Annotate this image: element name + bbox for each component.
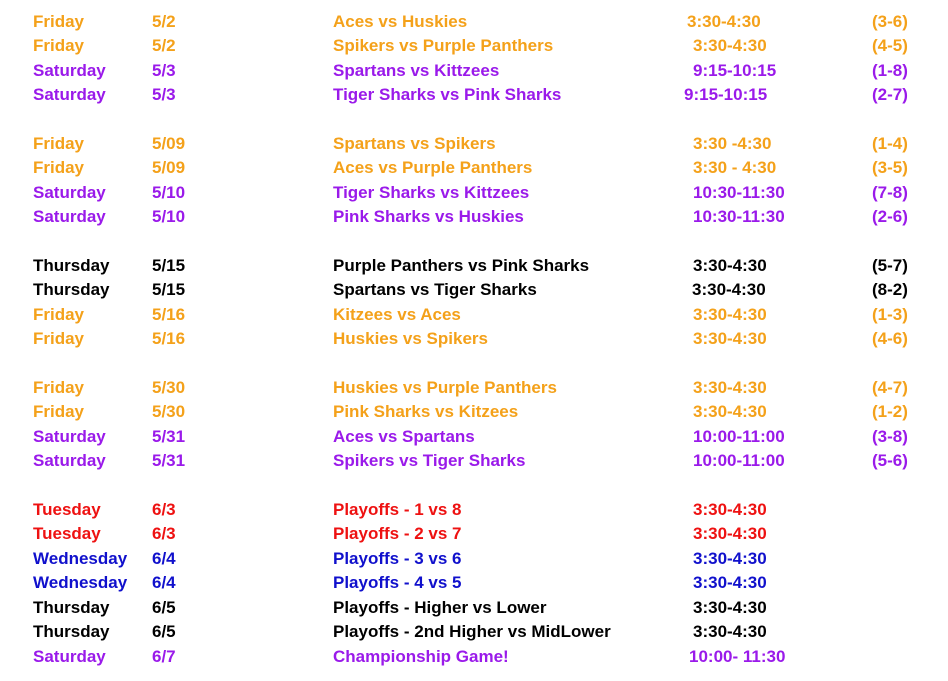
game-matchup: Spartans vs Tiger Sharks	[333, 280, 537, 299]
game-date: 5/3	[152, 85, 176, 104]
game-time: 3:30-4:30	[693, 622, 767, 641]
game-seeds: (3-6)	[872, 12, 908, 31]
game-day: Friday	[33, 134, 85, 153]
schedule-row	[0, 449, 948, 473]
schedule-row	[0, 327, 948, 351]
game-date: 5/31	[152, 427, 186, 446]
game-seeds: (3-8)	[872, 427, 908, 446]
game-date: 6/3	[152, 524, 176, 543]
game-day: Friday	[33, 36, 85, 55]
game-day: Thursday	[33, 256, 110, 275]
game-time: 3:30-4:30	[693, 524, 767, 543]
game-date: 5/10	[152, 183, 186, 202]
game-date: 5/30	[152, 378, 186, 397]
game-time: 10:30-11:30	[693, 183, 785, 202]
game-day: Friday	[33, 378, 85, 397]
schedule-row	[0, 425, 948, 449]
game-seeds: (3-5)	[872, 158, 908, 177]
game-date: 6/5	[152, 622, 176, 641]
game-date: 5/31	[152, 451, 186, 470]
game-matchup: Playoffs - 2nd Higher vs MidLower	[333, 622, 611, 641]
schedule-row	[0, 596, 948, 620]
game-time: 3:30 - 4:30	[693, 158, 777, 177]
game-date: 5/15	[152, 256, 186, 275]
game-matchup: Championship Game!	[333, 647, 509, 666]
game-matchup: Pink Sharks vs Huskies	[333, 207, 524, 226]
schedule-row	[0, 34, 948, 58]
schedule-row	[0, 181, 948, 205]
game-matchup: Huskies vs Spikers	[333, 329, 488, 348]
game-matchup: Playoffs - 4 vs 5	[333, 573, 462, 592]
game-seeds: (1-2)	[872, 402, 908, 421]
game-day: Saturday	[33, 207, 106, 226]
game-time: 10:00- 11:30	[689, 647, 786, 666]
game-time: 3:30 -4:30	[693, 134, 772, 153]
game-day: Friday	[33, 305, 85, 324]
game-matchup: Playoffs - 3 vs 6	[333, 549, 462, 568]
game-matchup: Huskies vs Purple Panthers	[333, 378, 557, 397]
game-seeds: (2-6)	[872, 207, 908, 226]
game-time: 3:30-4:30	[693, 329, 767, 348]
game-time: 3:30-4:30	[693, 256, 767, 275]
game-matchup: Tiger Sharks vs Pink Sharks	[333, 85, 562, 104]
schedule-row	[0, 547, 948, 571]
game-date: 5/3	[152, 61, 176, 80]
game-time: 3:30-4:30	[693, 549, 767, 568]
game-date: 6/4	[152, 573, 176, 592]
game-seeds: (1-4)	[872, 134, 908, 153]
schedule-row	[0, 498, 948, 522]
game-day: Friday	[33, 12, 85, 31]
game-seeds: (5-7)	[872, 256, 908, 275]
game-matchup: Kitzees vs Aces	[333, 305, 461, 324]
schedule-row	[0, 620, 948, 644]
game-date: 5/2	[152, 12, 176, 31]
game-seeds: (1-8)	[872, 61, 908, 80]
game-date: 5/09	[152, 158, 186, 177]
game-matchup: Playoffs - 2 vs 7	[333, 524, 462, 543]
game-time: 3:30-4:30	[693, 36, 767, 55]
schedule-row	[0, 156, 948, 180]
schedule-row	[0, 376, 948, 400]
game-day: Saturday	[33, 85, 106, 104]
game-time: 3:30-4:30	[693, 402, 767, 421]
game-matchup: Playoffs - 1 vs 8	[333, 500, 462, 519]
game-date: 5/30	[152, 402, 186, 421]
game-date: 5/16	[152, 305, 186, 324]
game-matchup: Aces vs Purple Panthers	[333, 158, 533, 177]
game-matchup: Spartans vs Spikers	[333, 134, 496, 153]
game-matchup: Purple Panthers vs Pink Sharks	[333, 256, 590, 275]
schedule-row	[0, 571, 948, 595]
schedule-row	[0, 10, 948, 34]
game-seeds: (8-2)	[872, 280, 908, 299]
schedule-row	[0, 205, 948, 229]
game-seeds: (1-3)	[872, 305, 908, 324]
game-time: 10:00-11:00	[693, 451, 785, 470]
game-seeds: (5-6)	[872, 451, 908, 470]
game-matchup: Playoffs - Higher vs Lower	[333, 598, 547, 617]
schedule-row	[0, 59, 948, 83]
schedule-row	[0, 303, 948, 327]
game-time: 10:30-11:30	[693, 207, 785, 226]
game-date: 5/09	[152, 134, 186, 153]
game-date: 6/7	[152, 647, 176, 666]
game-seeds: (7-8)	[872, 183, 908, 202]
game-time: 3:30-4:30	[693, 305, 767, 324]
game-day: Wednesday	[33, 549, 128, 568]
game-matchup: Spartans vs Kittzees	[333, 61, 500, 80]
schedule-row	[0, 254, 948, 278]
game-day: Friday	[33, 158, 85, 177]
game-time: 3:30-4:30	[687, 12, 761, 31]
game-matchup: Tiger Sharks vs Kittzees	[333, 183, 530, 202]
game-date: 5/15	[152, 280, 186, 299]
schedule-row	[0, 522, 948, 546]
game-time: 9:15-10:15	[684, 85, 768, 104]
game-matchup: Spikers vs Purple Panthers	[333, 36, 554, 55]
game-date: 5/16	[152, 329, 186, 348]
game-day: Thursday	[33, 598, 110, 617]
game-day: Saturday	[33, 427, 106, 446]
schedule-row	[0, 132, 948, 156]
game-date: 5/10	[152, 207, 186, 226]
game-time: 3:30-4:30	[693, 598, 767, 617]
game-time: 10:00-11:00	[693, 427, 785, 446]
game-seeds: (4-7)	[872, 378, 908, 397]
game-date: 5/2	[152, 36, 176, 55]
game-time: 3:30-4:30	[693, 500, 767, 519]
schedule-row	[0, 400, 948, 424]
schedule-row	[0, 645, 948, 669]
game-time: 3:30-4:30	[692, 280, 766, 299]
game-date: 6/5	[152, 598, 176, 617]
schedule-row	[0, 83, 948, 107]
game-seeds: (4-6)	[872, 329, 908, 348]
game-day: Friday	[33, 329, 85, 348]
game-day: Saturday	[33, 61, 106, 80]
game-matchup: Aces vs Spartans	[333, 427, 475, 446]
game-time: 3:30-4:30	[693, 573, 767, 592]
game-day: Tuesday	[33, 500, 101, 519]
schedule-row	[0, 278, 948, 302]
game-matchup: Aces vs Huskies	[333, 12, 468, 31]
game-seeds: (4-5)	[872, 36, 908, 55]
game-date: 6/3	[152, 500, 176, 519]
game-matchup: Pink Sharks vs Kitzees	[333, 402, 519, 421]
game-day: Thursday	[33, 280, 110, 299]
game-day: Tuesday	[33, 524, 101, 543]
game-time: 3:30-4:30	[693, 378, 767, 397]
game-day: Wednesday	[33, 573, 128, 592]
game-day: Thursday	[33, 622, 110, 641]
game-seeds: (2-7)	[872, 85, 908, 104]
game-day: Saturday	[33, 647, 106, 666]
game-day: Saturday	[33, 183, 106, 202]
game-day: Friday	[33, 402, 85, 421]
game-matchup: Spikers vs Tiger Sharks	[333, 451, 526, 470]
game-day: Saturday	[33, 451, 106, 470]
game-time: 9:15-10:15	[693, 61, 777, 80]
game-date: 6/4	[152, 549, 176, 568]
